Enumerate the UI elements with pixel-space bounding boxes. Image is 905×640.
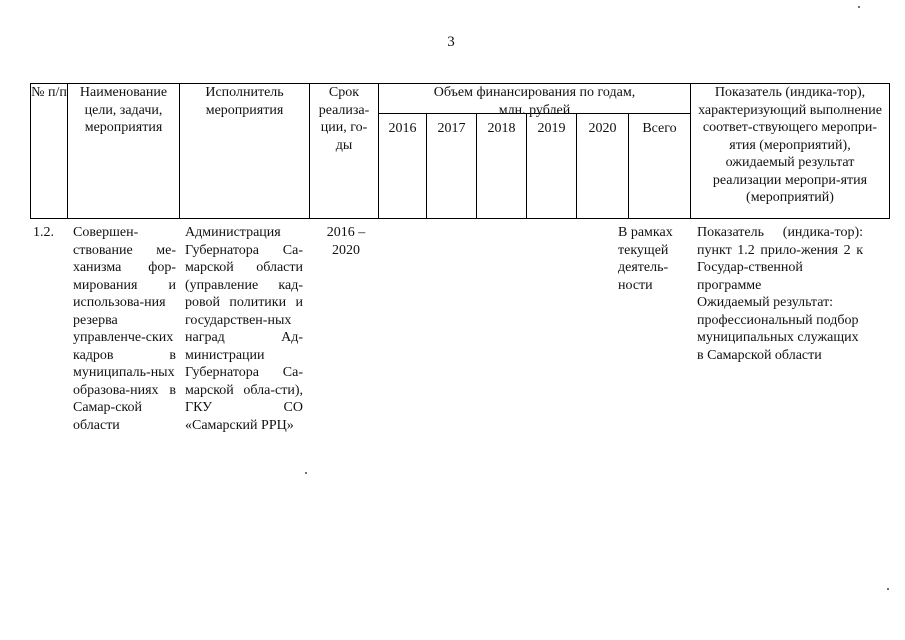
- scan-speck: [887, 588, 889, 590]
- row-expected-result: Ожидаемый результат: профессиональный подбор муниципальных служащих в Самарской области: [697, 295, 859, 363]
- header-num: № п/п: [31, 85, 67, 100]
- row-term: 2016 – 2020: [326, 225, 366, 258]
- header-total: Всего: [642, 121, 677, 136]
- header-indicator: Показатель (индика-тор), характеризующий выполнение соответ-ствующего меропри-ятия (мероприятий), ожидаемый результат реализации меропри-ятия (мероприятий): [698, 85, 882, 205]
- row-name: Совершен-ствование ме-ханизма фор-мирования и использова-ния резерва управленче-ских кадров в муниципаль-ных образова-ниях в Самар-ской области: [73, 225, 176, 433]
- scan-speck: [305, 472, 307, 474]
- header-year: 2019: [537, 121, 566, 136]
- header-executor: Исполнитель мероприятия: [205, 85, 284, 118]
- header-name: Наименование цели, задачи, мероприятия: [79, 85, 168, 135]
- header-term: Срок реализа-ции, го-ды: [318, 85, 370, 153]
- header-year: 2017: [437, 121, 466, 136]
- row-number: 1.2.: [33, 225, 54, 240]
- row-executor: Администрация Губернатора Са-марской области (управление кад-ровой политики и государствен-ных наград Ад-министрации Губернатора Са-марской обла-сти), ГКУ СО «Самарский РРЦ»: [185, 225, 303, 433]
- header-funding: Объем финансирования по годам, млн. рублей: [433, 85, 636, 118]
- row-total: В рамках текущей деятель-ности: [618, 225, 673, 293]
- table-header: [30, 83, 890, 219]
- header-year: 2020: [588, 121, 617, 136]
- row-indicator: Показатель (индика-тор): пункт 1.2 прило-жения 2 к Государ-ственной программе: [697, 225, 863, 293]
- header-year: 2016: [388, 121, 417, 136]
- scan-speck: [858, 6, 860, 8]
- page-number: 3: [447, 34, 455, 50]
- header-year: 2018: [487, 121, 516, 136]
